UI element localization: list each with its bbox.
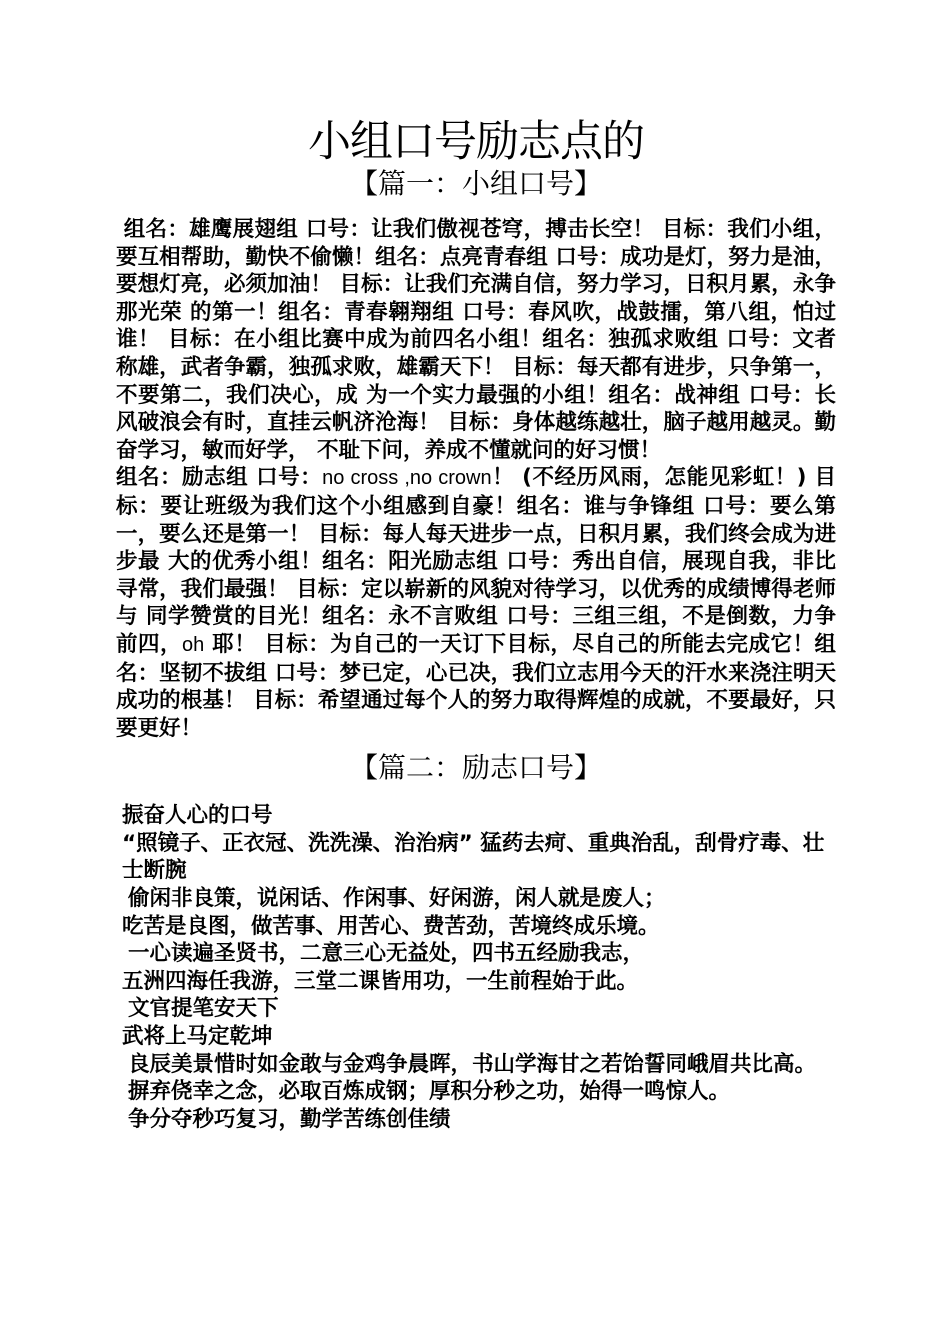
section-1-title: 【篇一：小组口号】 <box>349 167 602 200</box>
section-1-paragraph-2-latin-1: no cross ,no crown <box>322 467 492 490</box>
section-2-line: 武将上马定乾坤 <box>122 1024 273 1050</box>
section-2-line: 偷闲非良策，说闲话、作闲事、好闲游，闲人就是废人； <box>128 886 666 912</box>
section-2-line: 一心读遍圣贤书，二意三心无益处，四书五经励我志， <box>128 941 645 967</box>
document-page <box>116 112 836 1133</box>
section-2-lines <box>116 802 836 1133</box>
section-1-paragraph-2 <box>116 464 836 742</box>
section-2-title: 【篇二：励志口号】 <box>349 751 602 785</box>
section-2-line: 吃苦是良图，做苦事、用苦心、费苦劲，苦境终成乐境。 <box>122 913 660 939</box>
section-2-line: 振奋人心的口号 <box>122 803 273 829</box>
section-2-line: 文官提笔安天下 <box>128 996 279 1022</box>
section-2-line: 摒弃侥幸之念，必取百炼成钢；厚积分秒之功，始得一鸣惊人。 <box>128 1079 731 1105</box>
section-2-line: “照镜子、正衣冠、洗洗澡、治治病” 猛药去疴、重典治乱，刮骨疗毒、壮士断腕 <box>122 830 825 884</box>
section-1-paragraph-2-latin-2: oh <box>182 633 205 656</box>
section-1-paragraph-2-part-b: ！ (不经历风雨，怎能见彩虹！) 目标：要让班级为我们这个小组感到自豪！组名：谁与争锋组 口号：要么第一，要么还是第一！ 目标：每人每天进步一点，日积月累，我们终会成为进步最 大的优秀小组！组名：阳光励志组 口号：秀出自信，展现自我，非比寻常，我们最强！ 目标：定以崭新的风貌对待学习，以优秀的成绩博得老师与 同学赞赏的目光！组名：永不言败组 口号：三组三组，不是倒数，力争前四， <box>116 465 836 657</box>
section-2-line: 争分夺秒巧复习，勤学苦练创佳绩 <box>128 1106 451 1132</box>
section-2-line: 五洲四海任我游，三堂二课皆用功，一生前程始于此。 <box>122 968 639 994</box>
section-1-paragraph-1 <box>116 216 836 464</box>
section-1-paragraph-2-part-c: 耶！ 目标：为自己的一天订下目标，尽自己的所能去完成它！组名：坚韧不拔组 口号：梦已定，心已决，我们立志用今天的汗水来浇注明天 成功的根基！ 目标：希望通过每个人的努力取得辉煌的成就，不要最好，只要更好！ <box>116 631 836 741</box>
section-2-line: 良辰美景惜时如金敢与金鸡争晨晖，书山学海甘之若饴誓同峨眉共比高。 <box>128 1051 817 1077</box>
section-1-paragraph-2-part-a: 组名：励志组 口号： <box>116 465 323 491</box>
section-1-paragraph-1-text: 组名：雄鹰展翅组 口号：让我们傲视苍穹，搏击长空！ 目标：我们小组，要互相帮助，勤快不偷懒！组名：点亮青春组 口号：成功是灯，努力是油，要想灯亮，必须加油！ 目标：让我们充满自信，努力学习，日积月累，永争那光荣 的第一！组名：青春翱翔组 口号：春风吹，战鼓擂，第八组，怕过谁！ 目标：在小组比赛中成为前四名小组！组名：独孤求败组 口号：文者称雄，武者争霸，独孤求败，雄霸天下！ 目标：每天都有进步，只争第一，不要第二，我们决心，成 为一个实力最强的小组！组名：战神组 口号：长风破浪会有时，直挂云帆济沧海！ 目标：身体越练越壮，脑子越用越灵。勤奋学习，敏而好学， 不耻下问，养成不懂就问的好习惯！ <box>116 217 836 463</box>
document-title: 小组口号励志点的 <box>308 117 644 167</box>
